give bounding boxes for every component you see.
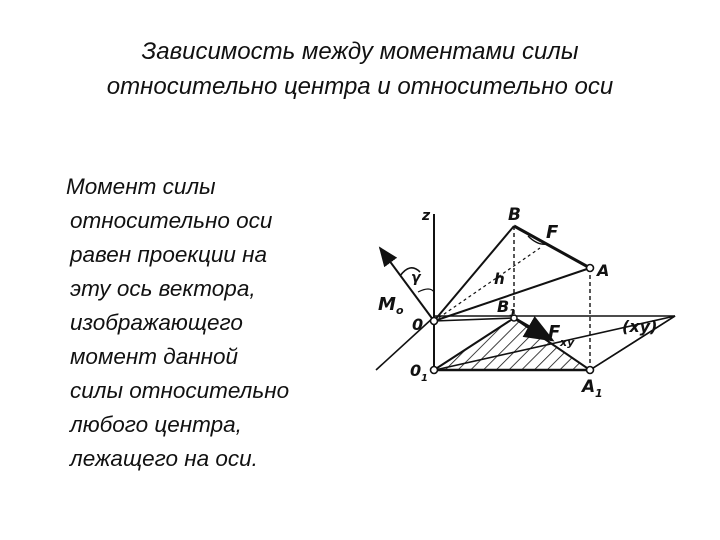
point-a1 bbox=[587, 367, 594, 374]
label-xy-plane: (xy) bbox=[622, 317, 658, 336]
title-line-1: Зависимость между моментами силы bbox=[141, 38, 579, 65]
title-line-2: относительно центра и относительно оси bbox=[106, 73, 614, 100]
definition-line-6: момент данной bbox=[70, 344, 238, 369]
label-fxy-sub: xy bbox=[560, 336, 575, 349]
definition-line-4: эту ось вектора, bbox=[70, 276, 256, 301]
definition-line-7: силы относительно bbox=[70, 378, 290, 403]
label-o1: 0 bbox=[410, 361, 422, 380]
label-b: B bbox=[508, 205, 521, 225]
label-a1: A bbox=[582, 377, 596, 397]
definition-line-1: Момент силы bbox=[66, 174, 216, 199]
definition-line-5: изображающего bbox=[70, 310, 243, 335]
label-a1-sub: 1 bbox=[595, 387, 603, 400]
label-b1: B bbox=[497, 297, 510, 316]
point-o bbox=[431, 318, 438, 325]
line-o-b1 bbox=[434, 318, 514, 321]
plane-edge-left bbox=[376, 316, 435, 370]
label-fxy: F bbox=[548, 322, 561, 343]
label-o1-sub: 1 bbox=[421, 373, 428, 384]
label-b1-sub: 1 bbox=[509, 308, 516, 319]
label-h: h bbox=[494, 270, 505, 288]
definition-line-8: любого центра, bbox=[70, 412, 242, 437]
label-m0-sub: o bbox=[396, 304, 404, 317]
label-z-axis: z bbox=[422, 208, 431, 224]
point-o1 bbox=[431, 367, 438, 374]
label-a: A bbox=[597, 261, 610, 280]
gamma-arc bbox=[418, 289, 434, 292]
label-m0: M bbox=[378, 294, 396, 315]
label-f: F bbox=[546, 222, 559, 243]
definition-line-9: лежащего на оси. bbox=[70, 446, 258, 471]
label-o: 0 bbox=[412, 315, 424, 334]
point-a bbox=[587, 265, 594, 272]
label-gamma: γ bbox=[411, 270, 421, 286]
definition-line-2: относительно оси bbox=[70, 208, 273, 233]
definition-line-3: равен проекции на bbox=[70, 242, 268, 267]
